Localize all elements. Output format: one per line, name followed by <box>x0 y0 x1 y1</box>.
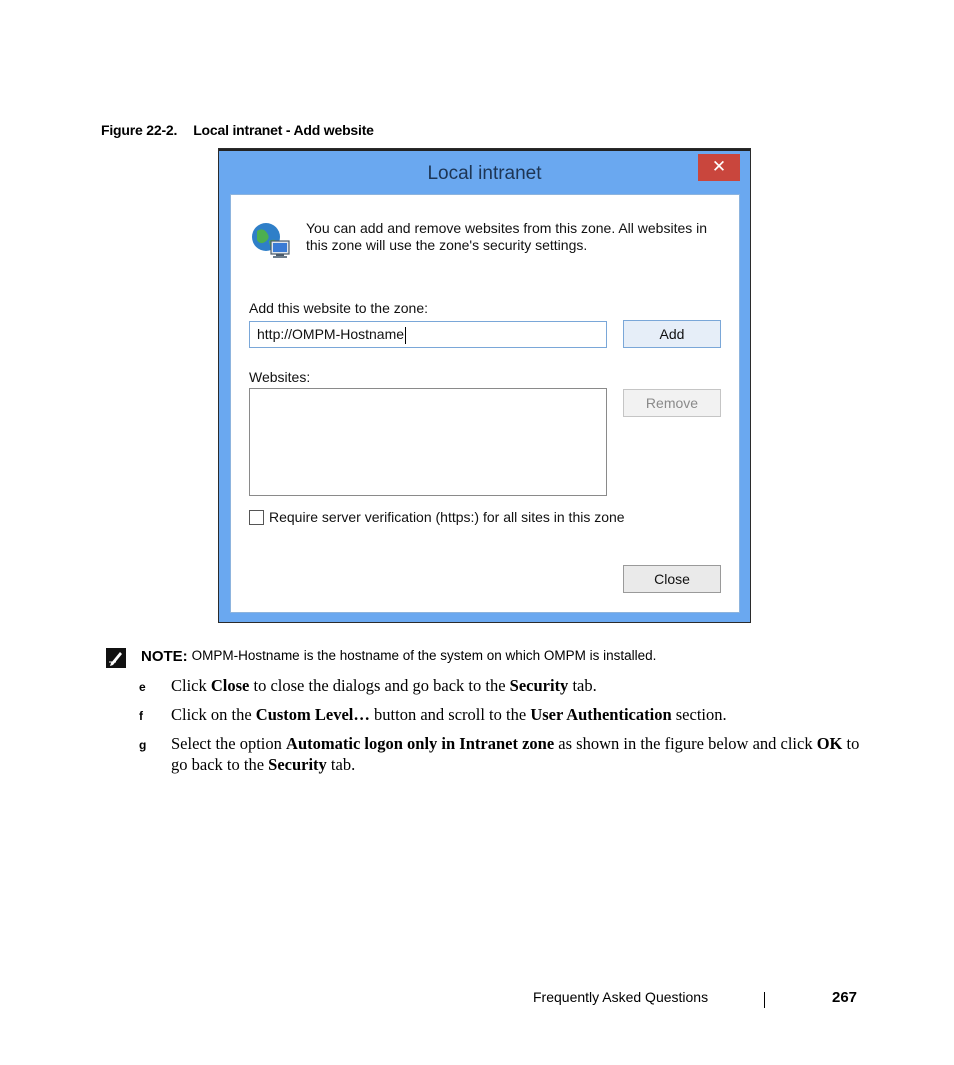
text-run: to go back to the <box>171 734 860 774</box>
bold-run: Security <box>268 755 327 774</box>
pencil-note-icon <box>105 647 127 669</box>
remove-button[interactable]: Remove <box>623 389 721 417</box>
bold-run: User Authentication <box>530 705 672 724</box>
step-g <box>139 733 869 775</box>
bold-run: Custom Level… <box>255 705 370 724</box>
text-run: Click on the <box>171 705 256 724</box>
text-run: tab. <box>326 755 356 774</box>
local-intranet-dialog <box>218 148 751 623</box>
globe-computer-icon <box>249 219 293 263</box>
step-f <box>139 704 869 725</box>
step-letter: g <box>139 738 147 752</box>
note <box>105 648 656 669</box>
page-number: 267 <box>832 989 858 1006</box>
websites-label: Websites: <box>249 369 311 385</box>
note-term: OMPM-Hostname <box>191 648 300 663</box>
bold-run: Close <box>210 676 250 695</box>
url-value: http://OMPM-Hostname <box>257 326 405 342</box>
text-run: button and scroll to the <box>369 705 531 724</box>
text-run: Select the option <box>171 734 287 753</box>
footer-section-title: Frequently Asked Questions <box>533 989 709 1005</box>
add-website-label: Add this website to the zone: <box>249 300 428 316</box>
figure-number: Figure 22-2. <box>101 122 178 138</box>
require-https-checkbox[interactable] <box>249 510 264 525</box>
step-text <box>171 675 869 696</box>
step-e <box>139 675 869 696</box>
note-label: NOTE: <box>141 648 188 665</box>
website-url-input[interactable] <box>249 321 607 348</box>
websites-list[interactable] <box>249 388 607 496</box>
bold-run: Automatic logon only in Intranet zone <box>286 734 555 753</box>
text-run: section. <box>671 705 727 724</box>
step-text <box>171 733 869 775</box>
text-run: as shown in the figure below and click <box>554 734 817 753</box>
dialog-body <box>230 194 740 613</box>
dialog-title: Local intranet <box>427 163 542 184</box>
step-text <box>171 704 869 725</box>
footer-divider <box>764 992 765 1008</box>
bold-run: Security <box>509 676 569 695</box>
text-run: tab. <box>568 676 597 695</box>
figure-title: Local intranet - Add website <box>193 122 374 138</box>
figure-caption <box>101 122 374 138</box>
bold-run: OK <box>816 734 843 753</box>
close-button[interactable]: Close <box>623 565 721 593</box>
intro-text: You can add and remove websites from this zone. All websites in this zone will use the zone's security settings. <box>306 220 708 253</box>
text-caret <box>405 327 406 344</box>
close-icon[interactable]: ✕ <box>698 154 740 181</box>
add-button[interactable]: Add <box>623 320 721 348</box>
step-letter: e <box>139 680 146 694</box>
step-letter: f <box>139 709 143 723</box>
note-text: is the hostname of the system on which OMPM is installed. <box>303 648 657 663</box>
text-run: Click <box>171 676 211 695</box>
text-run: to close the dialogs and go back to the <box>249 676 510 695</box>
require-https-row[interactable] <box>249 509 625 525</box>
require-https-label: Require server verification (https:) for all sites in this zone <box>269 509 625 525</box>
